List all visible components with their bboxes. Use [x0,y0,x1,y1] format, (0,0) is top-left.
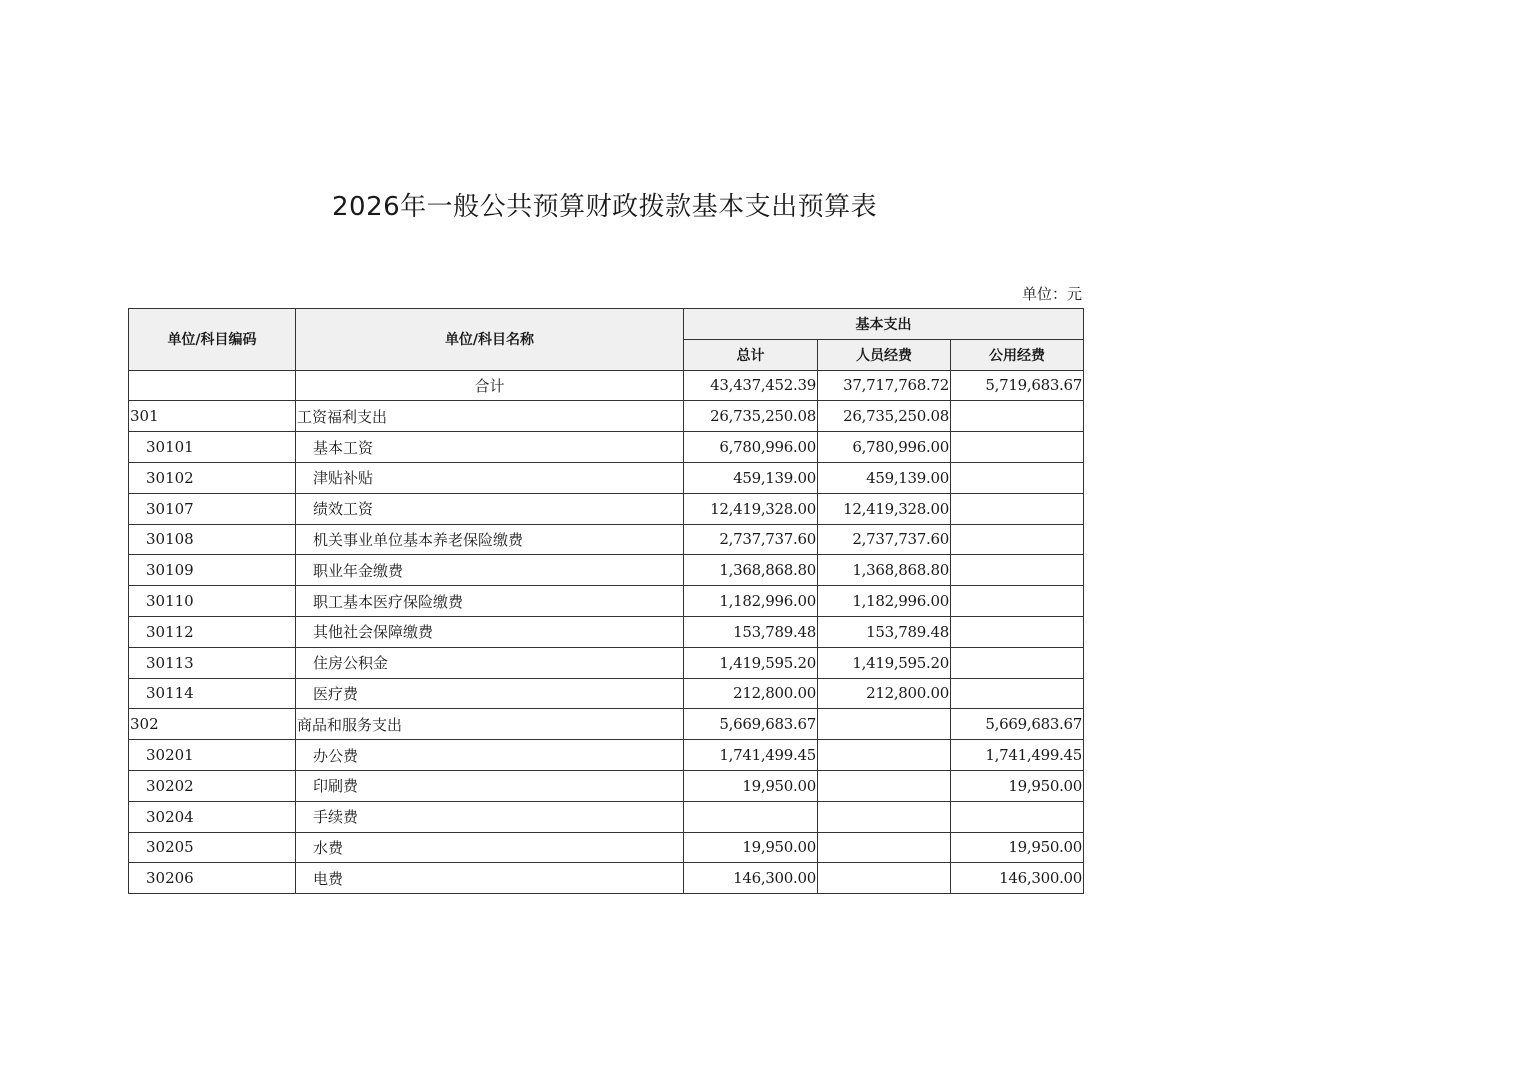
cell-code: 301 [129,401,296,432]
cell-public: 19,950.00 [951,832,1084,863]
table-row [129,863,1084,894]
cell-total: 153,789.48 [684,616,818,647]
table-row [129,740,1084,771]
cell-total: 19,950.00 [684,770,818,801]
cell-personnel: 1,419,595.20 [818,647,951,678]
cell-code: 30206 [129,863,296,894]
header-public: 公用经费 [951,339,1084,370]
cell-total [684,801,818,832]
cell-total: 5,669,683.67 [684,709,818,740]
page-title: 2026年一般公共预算财政拨款基本支出预算表 [332,192,878,222]
table-row [129,709,1084,740]
table-row [129,370,1084,401]
table-row [129,678,1084,709]
cell-code: 30102 [129,462,296,493]
cell-code: 30112 [129,616,296,647]
cell-code: 30113 [129,647,296,678]
cell-personnel [818,832,951,863]
table-header [129,309,1084,371]
cell-personnel: 212,800.00 [818,678,951,709]
cell-code: 30201 [129,740,296,771]
table-row [129,770,1084,801]
cell-personnel [818,709,951,740]
cell-personnel [818,863,951,894]
table-row [129,586,1084,617]
table-row [129,524,1084,555]
cell-public [951,493,1084,524]
cell-code: 30204 [129,801,296,832]
cell-public: 5,719,683.67 [951,370,1084,401]
cell-name: 其他社会保障缴费 [296,616,684,647]
cell-total: 2,737,737.60 [684,524,818,555]
cell-public [951,678,1084,709]
cell-code: 30109 [129,555,296,586]
table-row [129,493,1084,524]
cell-code: 302 [129,709,296,740]
cell-name: 工资福利支出 [296,401,684,432]
cell-total: 6,780,996.00 [684,432,818,463]
cell-public: 5,669,683.67 [951,709,1084,740]
cell-public [951,462,1084,493]
cell-total: 146,300.00 [684,863,818,894]
cell-personnel: 153,789.48 [818,616,951,647]
cell-code: 30107 [129,493,296,524]
cell-name: 住房公积金 [296,647,684,678]
cell-name: 电费 [296,863,684,894]
cell-public [951,524,1084,555]
cell-total: 12,419,328.00 [684,493,818,524]
cell-total: 43,437,452.39 [684,370,818,401]
cell-personnel [818,770,951,801]
header-personnel: 人员经费 [818,339,951,370]
cell-personnel [818,740,951,771]
cell-code: 30114 [129,678,296,709]
cell-total: 19,950.00 [684,832,818,863]
cell-public [951,586,1084,617]
cell-personnel: 1,368,868.80 [818,555,951,586]
cell-code: 30110 [129,586,296,617]
table-row [129,832,1084,863]
cell-personnel: 2,737,737.60 [818,524,951,555]
cell-total: 1,368,868.80 [684,555,818,586]
cell-name: 津贴补贴 [296,462,684,493]
cell-name: 绩效工资 [296,493,684,524]
cell-name: 水费 [296,832,684,863]
cell-name: 职业年金缴费 [296,555,684,586]
table-row [129,801,1084,832]
cell-name: 基本工资 [296,432,684,463]
cell-name: 印刷费 [296,770,684,801]
cell-personnel: 37,717,768.72 [818,370,951,401]
cell-name: 机关事业单位基本养老保险缴费 [296,524,684,555]
cell-personnel [818,801,951,832]
cell-code [129,370,296,401]
table-row [129,616,1084,647]
cell-name: 合计 [296,370,684,401]
cell-public [951,801,1084,832]
cell-public: 1,741,499.45 [951,740,1084,771]
table-row [129,555,1084,586]
cell-name: 商品和服务支出 [296,709,684,740]
table-row [129,647,1084,678]
cell-name: 职工基本医疗保险缴费 [296,586,684,617]
cell-personnel: 26,735,250.08 [818,401,951,432]
cell-total: 26,735,250.08 [684,401,818,432]
cell-total: 212,800.00 [684,678,818,709]
table-row [129,401,1084,432]
cell-name: 办公费 [296,740,684,771]
cell-public [951,616,1084,647]
cell-public [951,647,1084,678]
cell-code: 30202 [129,770,296,801]
header-name: 单位/科目名称 [296,309,684,371]
table-body [129,370,1084,894]
cell-total: 1,741,499.45 [684,740,818,771]
cell-code: 30108 [129,524,296,555]
header-basic-expenditure: 基本支出 [684,309,1084,340]
cell-public: 146,300.00 [951,863,1084,894]
cell-personnel: 6,780,996.00 [818,432,951,463]
cell-code: 30205 [129,832,296,863]
cell-public [951,432,1084,463]
header-code: 单位/科目编码 [129,309,296,371]
cell-name: 医疗费 [296,678,684,709]
cell-total: 1,182,996.00 [684,586,818,617]
cell-personnel: 459,139.00 [818,462,951,493]
cell-personnel: 12,419,328.00 [818,493,951,524]
unit-label: 单位：元 [1021,285,1082,303]
cell-personnel: 1,182,996.00 [818,586,951,617]
budget-table [128,308,1084,894]
cell-total: 459,139.00 [684,462,818,493]
table-row [129,432,1084,463]
cell-public [951,555,1084,586]
table-row [129,462,1084,493]
cell-name: 手续费 [296,801,684,832]
cell-code: 30101 [129,432,296,463]
cell-public: 19,950.00 [951,770,1084,801]
header-total: 总计 [684,339,818,370]
cell-public [951,401,1084,432]
cell-total: 1,419,595.20 [684,647,818,678]
